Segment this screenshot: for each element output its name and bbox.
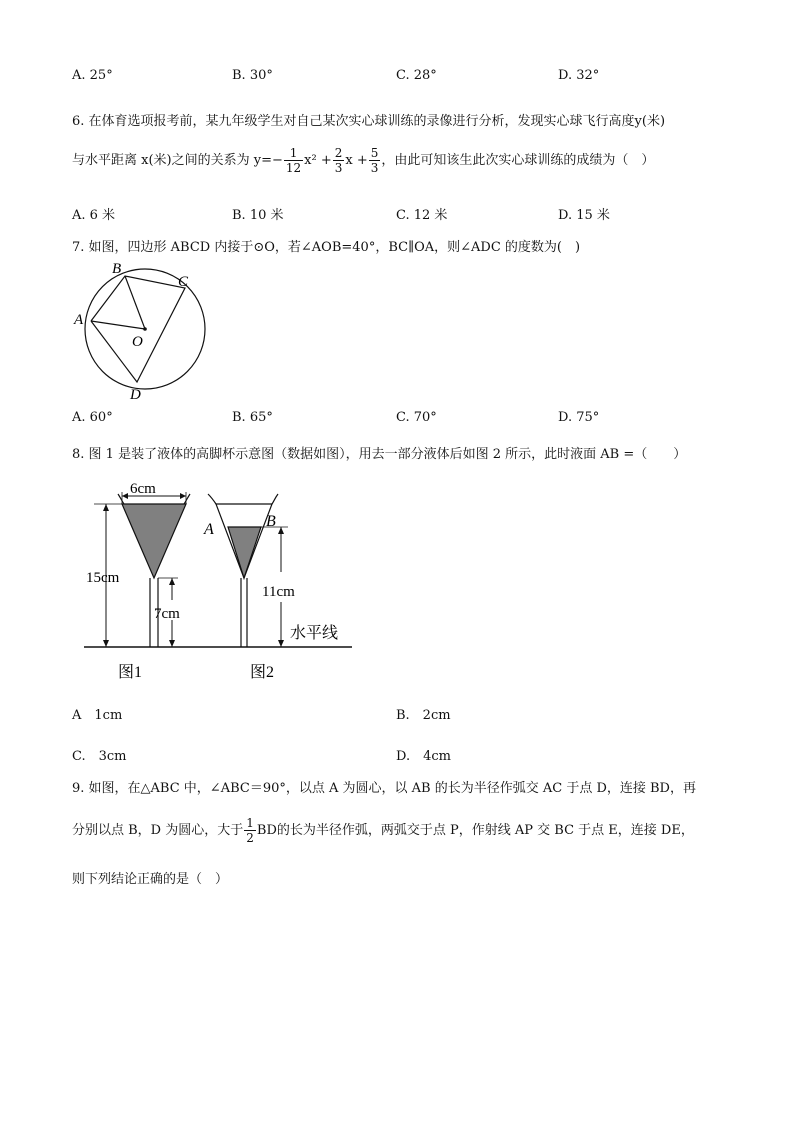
q5-option-a: A. 25°: [72, 68, 113, 83]
q6-frac1-num: 1: [284, 146, 303, 161]
label-a: A: [204, 521, 214, 538]
label-c: C: [178, 274, 189, 290]
q6-line2-pre: 与水平距离 x(米)之间的关系为 y=−: [72, 153, 283, 168]
q9-frac-half: [244, 816, 256, 845]
q7-stem: 7. 如图，四边形 ABCD 内接于⊙O，若∠AOB=40°，BC∥OA，则∠ADC 的度数为( ): [72, 240, 581, 255]
q6-option-b: B. 10 米: [232, 208, 284, 223]
q6-stem-line1: 6. 在体育选项报考前，某九年级学生对自己某次实心球训练的录像进行分析，发现实心球飞行高度y(米): [72, 114, 666, 129]
q6-option-c: C. 12 米: [396, 208, 448, 223]
q8-stem: 8. 图 1 是装了液体的高脚杯示意图（数据如图），用去一部分液体后如图 2 所示，此时液面 AB =（ ）: [72, 447, 687, 462]
caption-fig1: 图1: [118, 664, 143, 681]
q9-stem-line2: [72, 816, 694, 845]
q6-line2-post: ，由此可知该生此次实心球训练的成绩为（ ）: [381, 153, 655, 168]
label-a: A: [74, 312, 84, 328]
quadrilateral-abcd: [91, 276, 185, 382]
label-d: D: [130, 387, 141, 403]
q7-option-a: A. 60°: [72, 410, 113, 425]
goblet-1: [118, 494, 190, 647]
q7-circle-figure: [70, 258, 230, 404]
label-6cm: 6cm: [130, 481, 156, 497]
liquid-2: [228, 527, 261, 578]
segment-ao: [91, 321, 145, 329]
q7-option-c: C. 70°: [396, 410, 437, 425]
q6-frac2-num: 2: [334, 146, 343, 160]
q9-stem-line3: 则下列结论正确的是（ ）: [72, 872, 229, 887]
q7-option-b: B. 65°: [232, 410, 273, 425]
q8-option-b: B. 2cm: [396, 708, 451, 723]
liquid-1: [122, 504, 186, 578]
q5-option-c: C. 28°: [396, 68, 437, 83]
q6-term2: x +: [345, 153, 368, 168]
q6-frac2-den: 3: [334, 161, 343, 175]
q6-stem-line2: [72, 146, 654, 175]
q5-option-d: D. 32°: [558, 68, 600, 83]
q6-frac-3: [369, 146, 381, 175]
segment-bo: [125, 276, 145, 329]
q6-frac1-den: 12: [285, 161, 302, 175]
label-o: O: [132, 334, 143, 350]
label-11cm: 11cm: [262, 584, 295, 600]
q6-option-a: A. 6 米: [72, 208, 116, 223]
q8-goblet-figure: [78, 474, 368, 688]
caption-fig2: 图2: [250, 664, 275, 681]
q8-option-a: A 1cm: [72, 708, 123, 723]
q5-option-b: B. 30°: [232, 68, 273, 83]
q6-frac3-num: 5: [370, 146, 379, 160]
label-horizontal-line: 水平线: [290, 625, 339, 642]
q6-frac3-den: 3: [370, 161, 379, 175]
q9-line2-pre: 分别以点 B，D 为圆心，大于: [72, 823, 244, 838]
q9-line2-post: BD的长为半径作弧，两弧交于点 P，作射线 AP 交 BC 于点 E，连接 DE，: [256, 823, 694, 838]
center-point: [143, 327, 147, 331]
label-15cm: 15cm: [86, 570, 120, 586]
q7-option-d: D. 75°: [558, 410, 600, 425]
q9-frac-num: 1: [246, 816, 254, 830]
q8-option-c: C. 3cm: [72, 749, 127, 764]
label-b: B: [112, 261, 122, 277]
q9-stem-line1: 9. 如图，在△ABC 中，∠ABC＝90°，以点 A 为圆心，以 AB 的长为半径作弧交 AC 于点 D，连接 BD，再: [72, 781, 696, 796]
q6-frac-2: [333, 146, 345, 175]
q6-option-d: D. 15 米: [558, 208, 610, 223]
q6-frac-1: [284, 146, 303, 175]
q9-frac-den: 2: [246, 831, 254, 845]
label-b: B: [266, 513, 276, 530]
q6-term1: x² +: [304, 153, 332, 168]
q8-option-d: D. 4cm: [396, 749, 451, 764]
label-7cm: 7cm: [154, 606, 180, 622]
